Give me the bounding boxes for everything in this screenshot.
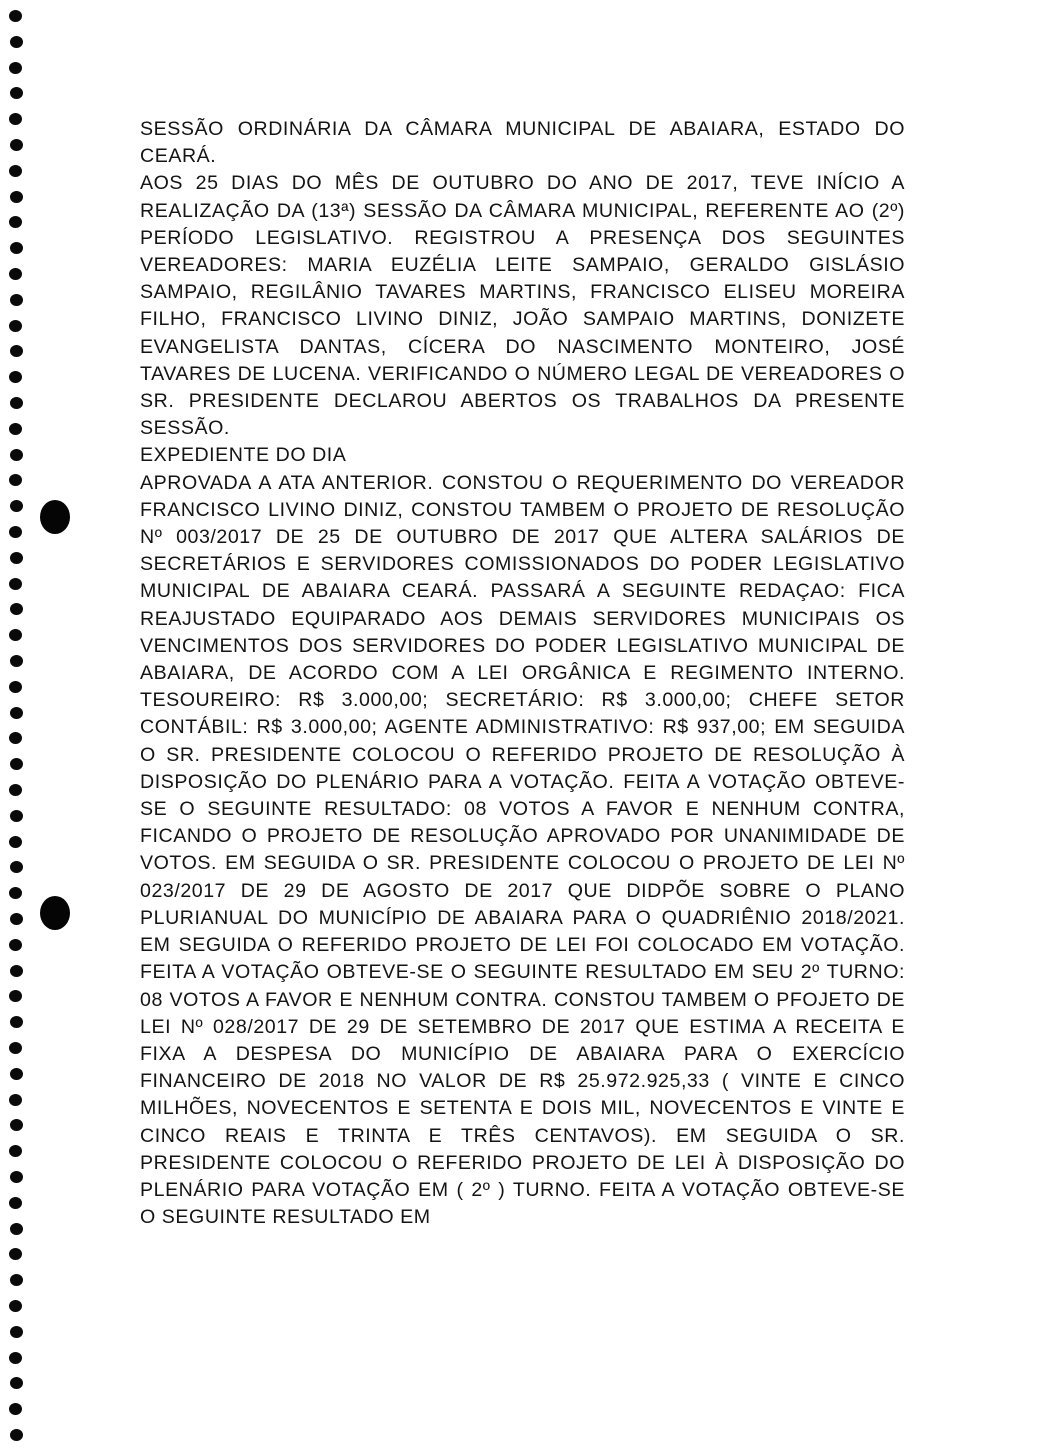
binding-hole xyxy=(9,681,22,693)
binding-hole xyxy=(10,87,23,99)
binding-hole xyxy=(9,1094,22,1106)
binding-hole xyxy=(10,449,23,461)
binding-hole xyxy=(9,1300,22,1312)
binding-hole xyxy=(10,1068,23,1080)
binding-hole xyxy=(9,474,22,486)
binding-hole xyxy=(10,1016,23,1028)
binding-hole xyxy=(9,1042,22,1054)
expediente-paragraph: APROVADA A ATA ANTERIOR. CONSTOU O REQUERIMENTO DO VEREADOR FRANCISCO LIVINO DINIZ, CONSTOU TAMBEM O PROJETO DE RESOLUÇÃO Nº 003/2017 DE 25 DE OUTUBRO DE 2017 QUE ALTERA SALÁRIOS DE SECRETÁRIOS E SERVIDORES COMISSIONADOS DO PODER LEGISLATIVO MUNICIPAL DE ABAIARA CEARÁ. PASSARÁ A SEGUINTE REDAÇAO: FICA REAJUSTADO EQUIPARADO AOS DEMAIS SERVIDORES MUNICIPAIS OS VENCIMENTOS DOS SERVIDORES DO PODER LEGISLATIVO MUNICIPAL DE ABAIARA, DE ACORDO COM A LEI ORGÂNICA E REGIMENTO INTERNO. TESOUREIRO: R$ 3.000,00; SECRETÁRIO: R$ 3.000,00; CHEFE SETOR CONTÁBIL: R$ 3.000,00; AGENTE ADMINISTRATIVO: R$ 937,00; EM SEGUIDA O SR. PRESIDENTE COLOCOU O REFERIDO PROJETO DE RESOLUÇÃO À DISPOSIÇÃO DO PLENÁRIO PARA A VOTAÇÃO. FEITA A VOTAÇÃO OBTEVE-SE O SEGUINTE RESULTADO: 08 VOTOS A FAVOR E NENHUM CONTRA, FICANDO O PROJETO DE RESOLUÇÃO APROVADO POR UNANIMIDADE DE VOTOS. EM SEGUIDA O SR. PRESIDENTE COLOCOU O PROJETO DE LEI Nº 023/2017 DE 29 DE AGOSTO DE 2017 QUE DIDPÕE SOBRE O PLANO PLURIANUAL DO MUNICÍPIO DE ABAIARA PARA O QUADRIÊNIO 2018/2021. EM SEGUIDA O REFERIDO PROJETO DE LEI FOI COLOCADO EM VOTAÇÃO. FEITA A VOTAÇÃO OBTEVE-SE O SEGUINTE RESULTADO EM SEU 2º TURNO: 08 VOTOS A FAVOR E NENHUM CONTRA. CONSTOU TAMBEM O PFOJETO DE LEI Nº 028/2017 DE 29 DE SETEMBRO DE 2017 QUE ESTIMA A RECEITA E FIXA A DESPESA DO MUNICÍPIO DE ABAIARA PARA O EXERCÍCIO FINANCEIRO DE 2018 NO VALOR DE R$ 25.972.925,33 ( VINTE E CINCO MILHÕES, NOVECENTOS E SETENTA E DOIS MIL, NOVECENTOS E VINTE E CINCO REAIS E TRINTA E TRÊS CENTAVOS). EM SEGUIDA O SR. PRESIDENTE COLOCOU O REFERIDO PROJETO DE LEI À DISPOSIÇÃO DO PLENÁRIO PARA VOTAÇÃO EM ( 2º ) TURNO. FEITA A VOTAÇÃO OBTEVE-SE O SEGUINTE RESULTADO EM xyxy=(140,471,905,1229)
binding-hole xyxy=(10,500,23,512)
binding-hole xyxy=(10,294,23,306)
binding-hole xyxy=(10,1171,23,1183)
binding-hole xyxy=(10,397,23,409)
binding-hole xyxy=(10,1326,23,1338)
binding-hole xyxy=(9,732,22,744)
binding-hole xyxy=(10,242,23,254)
binding-hole xyxy=(9,1248,22,1260)
binding-hole xyxy=(9,113,22,125)
binding-hole xyxy=(9,887,22,899)
binding-hole xyxy=(10,1429,23,1441)
binding-hole xyxy=(10,1274,23,1286)
binding-hole xyxy=(9,165,22,177)
binding-hole xyxy=(10,1377,23,1389)
binding-hole xyxy=(10,758,23,770)
document-body xyxy=(140,116,905,1231)
binding-hole xyxy=(9,526,22,538)
binding-hole xyxy=(10,139,23,151)
binding-hole xyxy=(9,320,22,332)
binding-hole xyxy=(10,603,23,615)
binding-hole xyxy=(10,552,23,564)
binding-hole xyxy=(10,345,23,357)
punch-hole-lower xyxy=(40,896,70,930)
binding-hole xyxy=(9,1352,22,1364)
binding-hole xyxy=(10,1119,23,1131)
binding-hole xyxy=(9,216,22,228)
binding-hole xyxy=(9,836,22,848)
binding-hole xyxy=(9,990,22,1002)
binding-hole xyxy=(9,423,22,435)
binding-hole xyxy=(10,810,23,822)
binding-hole xyxy=(9,371,22,383)
binding-hole xyxy=(9,62,22,74)
binding-hole xyxy=(10,1223,23,1235)
binding-hole xyxy=(9,939,22,951)
section-heading: EXPEDIENTE DO DIA xyxy=(140,444,347,467)
binding-hole xyxy=(9,1403,22,1415)
binding-hole xyxy=(9,1197,22,1209)
document-title: SESSÃO ORDINÁRIA DA CÂMARA MUNICIPAL DE ABAIARA, ESTADO DO CEARÁ. xyxy=(140,118,905,168)
binding-hole xyxy=(10,965,23,977)
binding-hole xyxy=(9,784,22,796)
punch-hole-upper xyxy=(40,500,70,534)
binding-hole xyxy=(9,268,22,280)
binding-hole xyxy=(10,707,23,719)
binding-hole xyxy=(10,191,23,203)
spiral-binding-holes xyxy=(4,2,26,1448)
binding-hole xyxy=(10,913,23,925)
binding-hole xyxy=(9,1145,22,1157)
binding-hole xyxy=(9,629,22,641)
binding-hole xyxy=(10,36,23,48)
binding-hole xyxy=(10,655,23,667)
opening-paragraph: AOS 25 DIAS DO MÊS DE OUTUBRO DO ANO DE 2017, TEVE INÍCIO A REALIZAÇÃO DA (13ª) SESSÃO DA CÂMARA MUNICIPAL, REFERENTE AO (2º) PERÍODO LEGISLATIVO. REGISTROU A PRESENÇA DOS SEGUINTES VEREADORES: MARIA EUZÉLIA LEITE SAMPAIO, GERALDO GISLÁSIO SAMPAIO, REGILÂNIO TAVARES MARTINS, FRANCISCO ELISEU MOREIRA FILHO, FRANCISCO LIVINO DINIZ, JOÃO SAMPAIO MARTINS, DONIZETE EVANGELISTA DANTAS, CÍCERA DO NASCIMENTO MONTEIRO, JOSÉ TAVARES DE LUCENA. VERIFICANDO O NÚMERO LEGAL DE VEREADORES O SR. PRESIDENTE DECLAROU ABERTOS OS TRABALHOS DA PRESENTE SESSÃO. xyxy=(140,172,905,440)
binding-hole xyxy=(9,578,22,590)
binding-hole xyxy=(9,10,22,22)
binding-hole xyxy=(10,861,23,873)
